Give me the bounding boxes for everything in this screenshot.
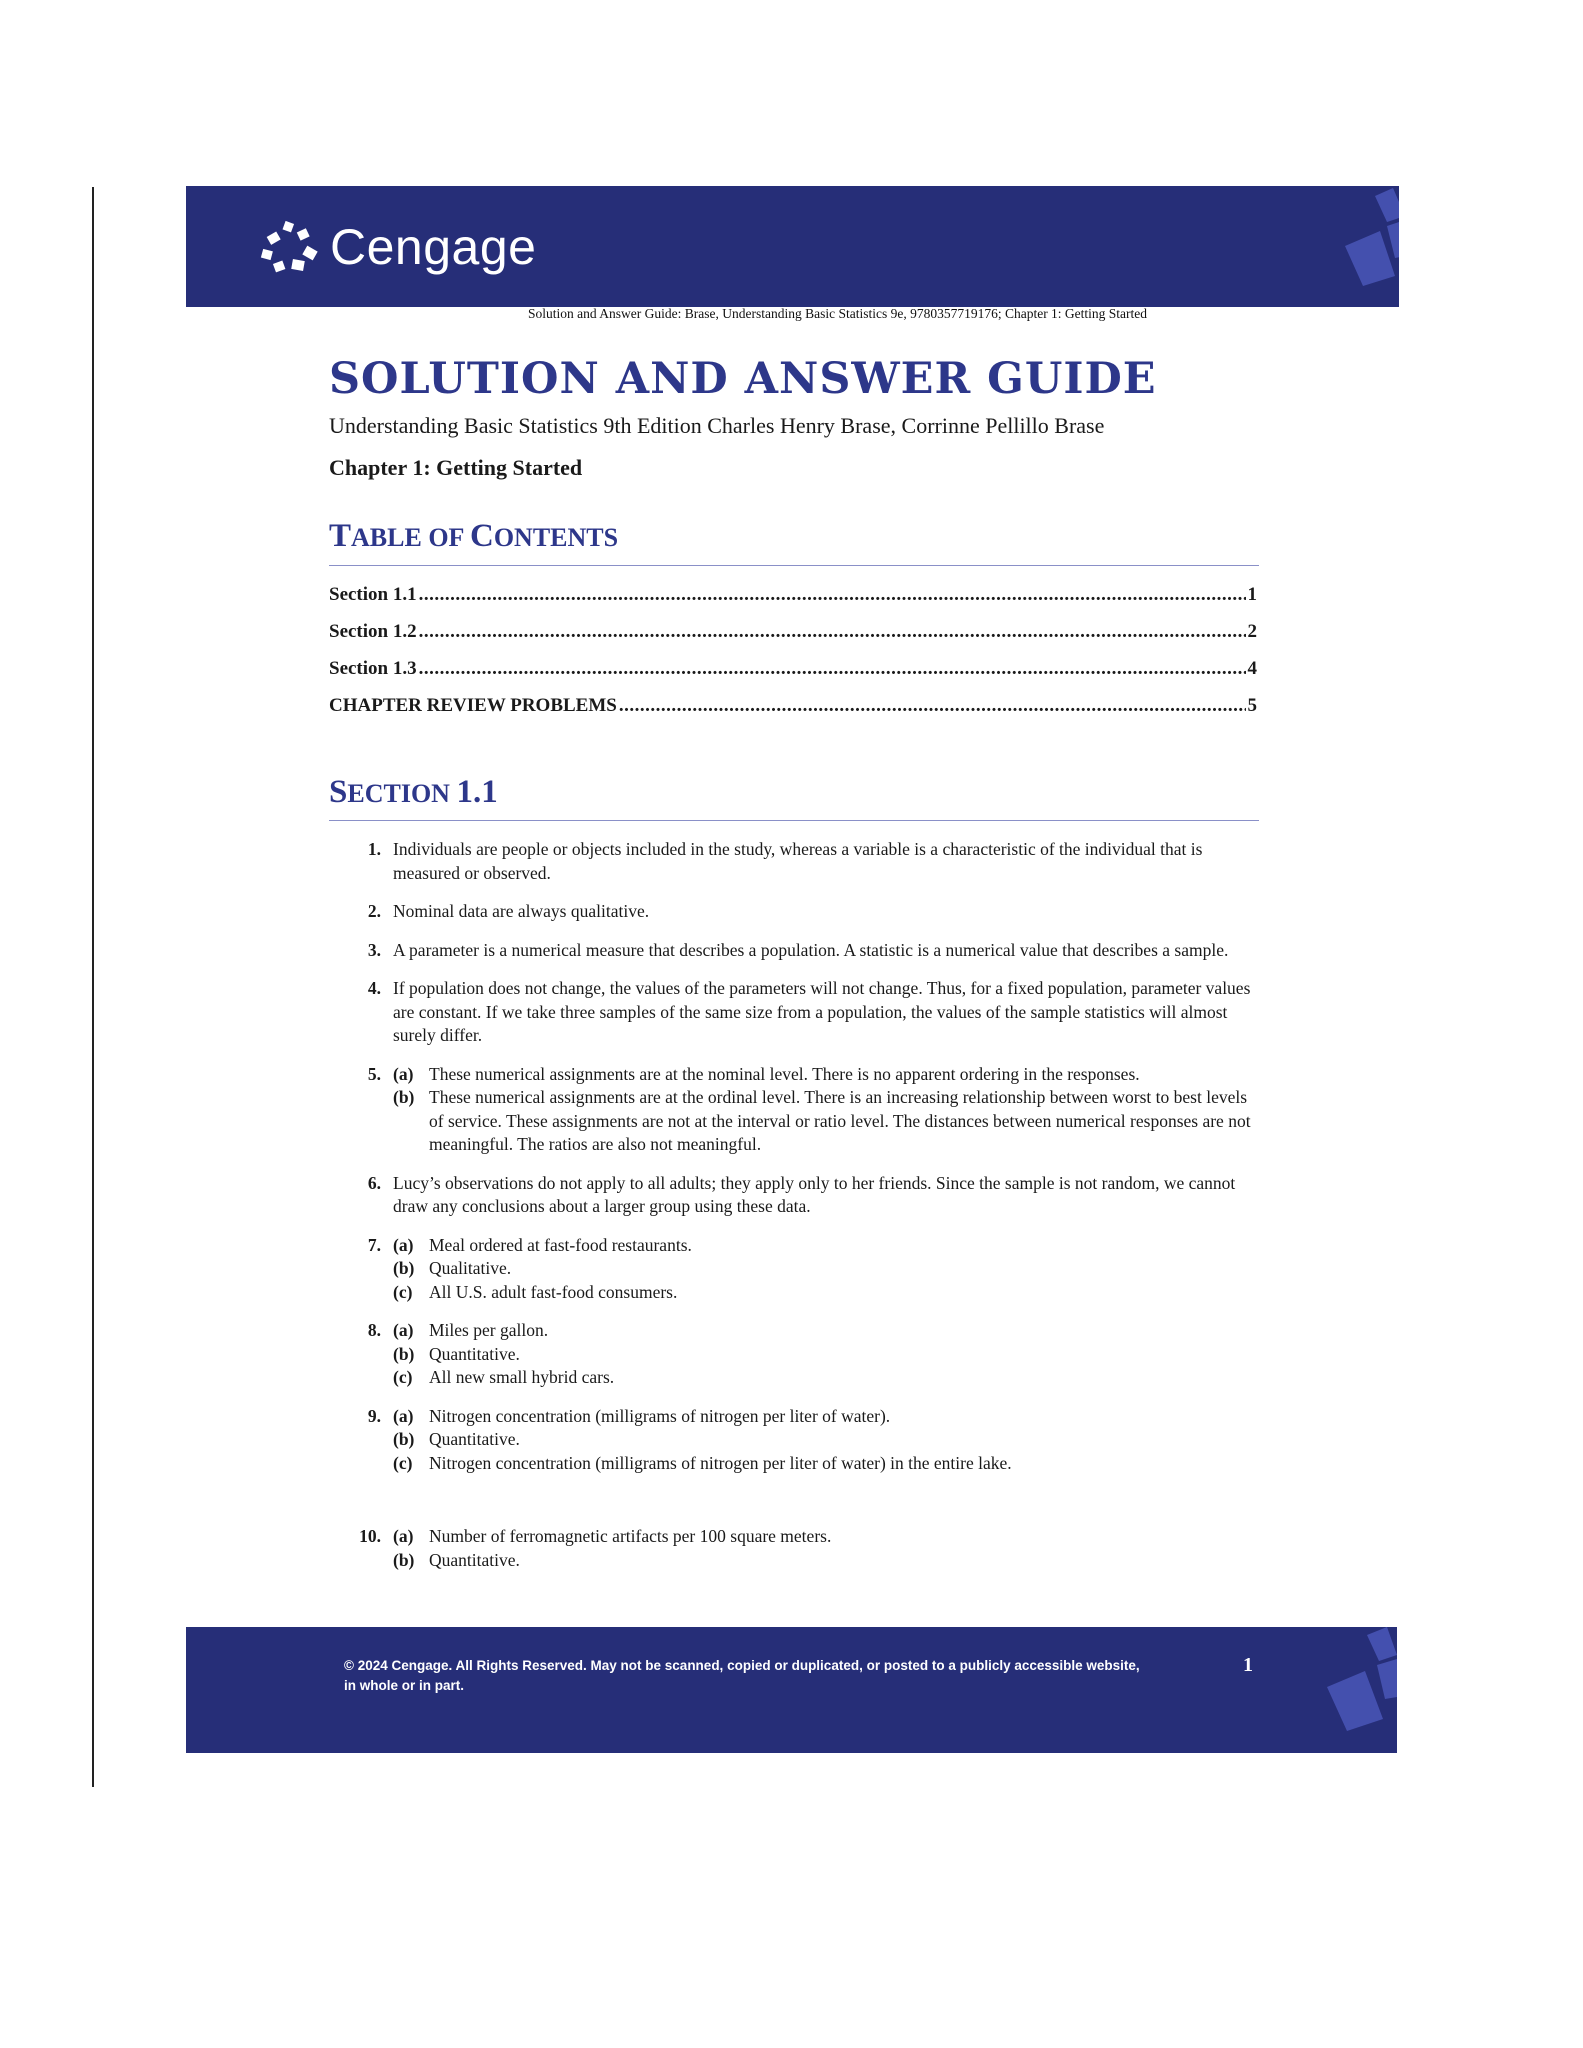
copyright-notice: © 2024 Cengage. All Rights Reserved. May not be scanned, copied or duplicated, or posted to a publicly accessible website, in whole or in part. bbox=[344, 1658, 1140, 1693]
subpart-label: (c) bbox=[393, 1367, 413, 1387]
page-left-rule bbox=[92, 187, 94, 1787]
decorative-shapes-icon bbox=[1325, 186, 1399, 307]
answer-item bbox=[329, 939, 1259, 963]
cengage-logo-text: Cengage bbox=[330, 219, 537, 275]
answer-text: If population does not change, the values of the parameters will not change. Thus, for a fixed population, parameter values are constant. If we take three samples of the same size from a population, the values of the sample statistics will almost surely differ. bbox=[393, 978, 1251, 1045]
toc-entry-page: 5 bbox=[1247, 695, 1257, 716]
toc-entry-page: 1 bbox=[1247, 584, 1257, 605]
answer-item bbox=[329, 1234, 1259, 1305]
subpart-label: (c) bbox=[393, 1452, 413, 1473]
answer-item bbox=[329, 838, 1259, 885]
subpart-label: (a) bbox=[393, 1063, 414, 1084]
section-rule bbox=[329, 820, 1259, 821]
subpart-text: Nitrogen concentration (milligrams of nitrogen per liter of water). bbox=[429, 1405, 891, 1426]
subpart-label: (b) bbox=[393, 1343, 415, 1364]
section-heading-cap: S bbox=[329, 774, 348, 810]
toc-entry-label: Section 1.3 bbox=[329, 658, 417, 679]
subpart-label: (b) bbox=[393, 1087, 415, 1107]
answer-subpart bbox=[393, 1343, 1259, 1367]
answer-subpart bbox=[393, 1281, 1259, 1305]
chapter-heading: Chapter 1: Getting Started bbox=[329, 455, 583, 480]
subpart-label: (a) bbox=[393, 1405, 414, 1426]
answer-number: 8. bbox=[367, 1320, 381, 1340]
running-head: Solution and Answer Guide: Brase, Understanding Basic Statistics 9e, 9780357719176; Chapter 1: Getting Started bbox=[528, 306, 1148, 321]
answer-item bbox=[329, 1319, 1259, 1390]
page-number: 1 bbox=[1243, 1654, 1253, 1676]
answer-body bbox=[393, 1063, 1259, 1157]
subpart-text: Quantitative. bbox=[429, 1343, 520, 1364]
answer-subpart bbox=[393, 1257, 1259, 1281]
answer-list bbox=[329, 838, 1259, 1587]
answer-subpart bbox=[393, 1086, 1259, 1157]
answer-item bbox=[329, 1525, 1259, 1572]
answer-number: 1. bbox=[367, 839, 381, 859]
section-heading bbox=[329, 774, 498, 811]
answer-item bbox=[329, 1405, 1259, 1476]
subpart-label: (b) bbox=[393, 1549, 415, 1570]
answer-number: 2. bbox=[367, 901, 381, 921]
subpart-text: All U.S. adult fast-food consumers. bbox=[429, 1281, 678, 1302]
answer-body bbox=[393, 1319, 1259, 1390]
subpart-text: Nitrogen concentration (milligrams of nitrogen per liter of water) in the entire lake. bbox=[429, 1452, 1012, 1473]
subpart-text: These numerical assignments are at the nominal level. There is no apparent ordering in the responses. bbox=[429, 1063, 1140, 1084]
toc-entry-page: 2 bbox=[1247, 621, 1257, 642]
toc-leader bbox=[419, 621, 1246, 643]
subpart-label: (b) bbox=[393, 1429, 415, 1449]
answer-subpart bbox=[393, 1234, 1259, 1258]
decorative-shapes-icon bbox=[1317, 1627, 1397, 1753]
subpart-text: Number of ferromagnetic artifacts per 100 square meters. bbox=[429, 1526, 832, 1546]
toc-leader bbox=[419, 584, 1246, 606]
section-heading-word: ECTION bbox=[347, 779, 457, 808]
answer-number: 6. bbox=[367, 1172, 381, 1193]
cengage-logo-icon bbox=[260, 220, 320, 274]
answer-subpart bbox=[393, 1428, 1259, 1452]
answer-text: Lucy’s observations do not apply to all adults; they apply only to her friends. Since the sample is not random, we cannot draw any conclusions about a larger group using these data. bbox=[393, 1172, 1236, 1216]
header-band bbox=[186, 186, 1399, 307]
toc-leader bbox=[619, 695, 1246, 717]
answer-item bbox=[329, 900, 1259, 924]
toc-heading-cap2: C bbox=[469, 518, 494, 554]
subpart-text: Quantitative. bbox=[429, 1549, 520, 1570]
subpart-text: Qualitative. bbox=[429, 1258, 512, 1278]
answer-number: 3. bbox=[367, 939, 381, 960]
toc-entry[interactable] bbox=[329, 621, 1257, 658]
answer-subpart bbox=[393, 1063, 1259, 1087]
toc-entry[interactable] bbox=[329, 584, 1257, 621]
answer-subpart bbox=[393, 1366, 1259, 1390]
toc-entry-label: Section 1.1 bbox=[329, 584, 417, 605]
subpart-text: All new small hybrid cars. bbox=[429, 1367, 615, 1387]
subpart-text: These numerical assignments are at the ordinal level. There is an increasing relationship between worst to best levels of service. These assignments are not at the interval or ratio level. The distances between numerical responses are not meaningful. The ratios are also not meaningful. bbox=[429, 1087, 1251, 1154]
section-heading-number: 1.1 bbox=[456, 774, 498, 810]
subpart-text: Miles per gallon. bbox=[429, 1320, 549, 1340]
answer-number: 5. bbox=[367, 1063, 381, 1084]
toc-heading-cap: T bbox=[329, 518, 352, 554]
answer-number: 4. bbox=[367, 978, 381, 998]
answer-number: 10. bbox=[359, 1526, 381, 1546]
answer-number: 7. bbox=[367, 1234, 381, 1255]
toc-heading bbox=[329, 518, 618, 555]
answer-subpart bbox=[393, 1319, 1259, 1343]
subpart-label: (b) bbox=[393, 1258, 415, 1278]
toc-entry[interactable] bbox=[329, 658, 1257, 695]
subpart-label: (c) bbox=[393, 1281, 413, 1302]
footer-band bbox=[186, 1627, 1397, 1753]
answer-subpart bbox=[393, 1452, 1259, 1476]
answer-text: A parameter is a numerical measure that describes a population. A statistic is a numerical value that describes a sample. bbox=[393, 939, 1229, 960]
answer-number: 9. bbox=[367, 1405, 381, 1426]
toc-entry-page: 4 bbox=[1247, 658, 1257, 679]
subpart-text: Quantitative. bbox=[429, 1429, 520, 1449]
answer-item bbox=[329, 1063, 1259, 1157]
answer-text: Nominal data are always qualitative. bbox=[393, 901, 650, 921]
answer-text: Individuals are people or objects included in the study, whereas a variable is a characteristic of the individual that is measured or observed. bbox=[393, 839, 1203, 883]
answer-body bbox=[393, 1525, 1259, 1572]
answer-item bbox=[329, 977, 1259, 1048]
table-of-contents bbox=[329, 584, 1257, 732]
cengage-logo bbox=[260, 218, 536, 276]
toc-heading-part2: ONTENTS bbox=[493, 523, 619, 552]
subpart-label: (a) bbox=[393, 1526, 414, 1546]
answer-body bbox=[393, 1234, 1259, 1305]
answer-subpart bbox=[393, 1405, 1259, 1429]
answer-body bbox=[393, 1405, 1259, 1476]
book-subtitle: Understanding Basic Statistics 9th Edition Charles Henry Brase, Corrinne Pellillo Brase bbox=[329, 413, 1105, 438]
answer-subpart bbox=[393, 1549, 1259, 1573]
toc-heading-part1: ABLE OF bbox=[351, 523, 470, 552]
toc-leader bbox=[419, 658, 1246, 680]
answer-item bbox=[329, 1172, 1259, 1219]
subpart-text: Meal ordered at fast-food restaurants. bbox=[429, 1234, 692, 1255]
answer-subpart bbox=[393, 1525, 1259, 1549]
subpart-label: (a) bbox=[393, 1320, 414, 1340]
subpart-label: (a) bbox=[393, 1234, 414, 1255]
page-title: SOLUTION AND ANSWER GUIDE bbox=[329, 354, 1157, 404]
toc-entry-label: CHAPTER REVIEW PROBLEMS bbox=[329, 695, 617, 716]
toc-entry-label: Section 1.2 bbox=[329, 621, 417, 642]
toc-rule bbox=[329, 565, 1259, 566]
toc-entry[interactable] bbox=[329, 695, 1257, 732]
